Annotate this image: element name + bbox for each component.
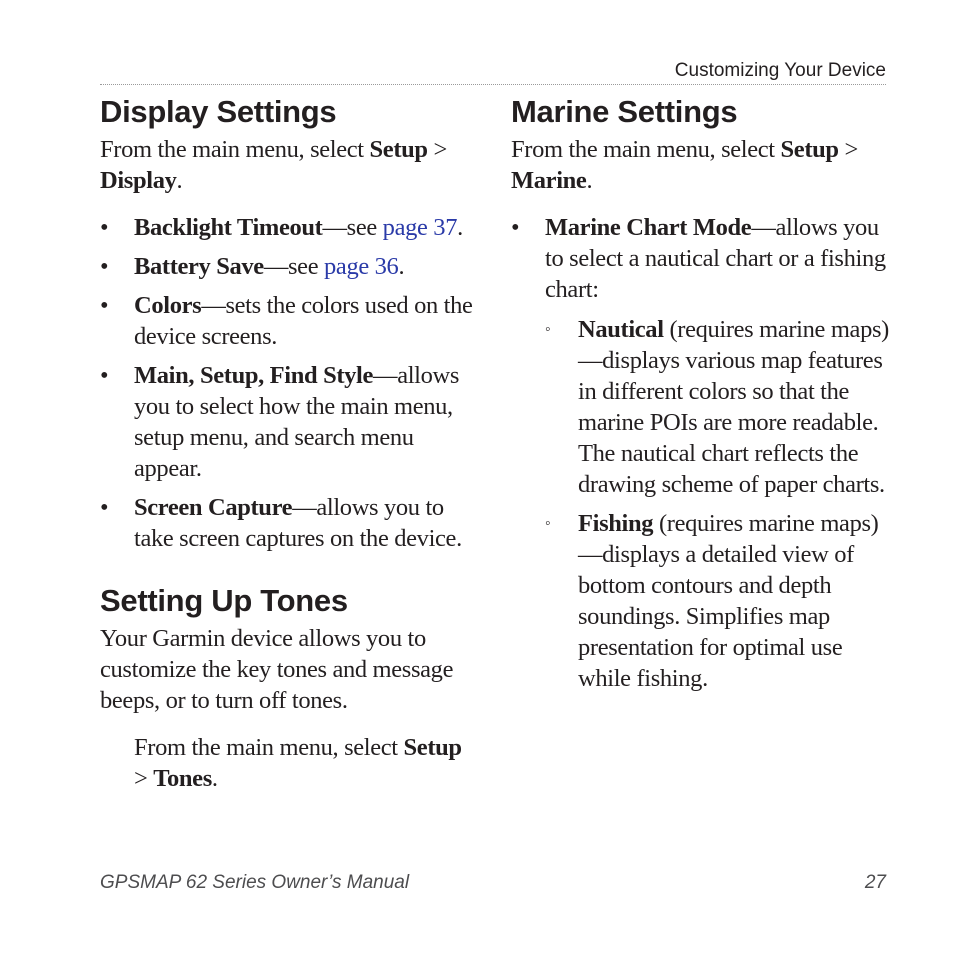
marine-settings-intro: From the main menu, select Setup > Marine.: [511, 136, 858, 194]
list-item-colors: • Colors—sets the colors used on the device screens.: [100, 290, 478, 352]
setup-menu-term: Setup: [403, 734, 462, 761]
chart-mode-options: [545, 314, 891, 694]
tones-step: From the main menu, select Setup > Tones.: [134, 734, 462, 792]
right-column: [511, 92, 891, 702]
list-item-screen-capture: • Screen Capture—allows you to take screen captures on the device.: [100, 492, 478, 554]
header-divider: [100, 84, 886, 85]
setting-up-tones-section: [100, 581, 478, 794]
sublist-item-nautical: ◦ Nautical (requires marine maps)—displays various map features in different colors so that the marine POIs are more readable. The nautical chart reflects the drawing scheme of paper charts.: [545, 314, 891, 500]
setup-menu-term: Setup: [780, 136, 839, 163]
display-menu-term: Display: [100, 167, 177, 194]
page-36-link[interactable]: page 36: [324, 253, 399, 280]
page-37-link[interactable]: page 37: [382, 214, 458, 241]
sublist-item-fishing: ◦ Fishing (requires marine maps)—displays a detailed view of bottom contours and depth soundings. Simplifies map presentation for optimal use while fishing.: [545, 508, 891, 694]
list-item-backlight-timeout: • Backlight Timeout—see page 37.: [100, 212, 478, 243]
footer-page-number: 27: [864, 872, 886, 893]
list-item-main-setup-find-style: • Main, Setup, Find Style—allows you to select how the main menu, setup menu, and search menu appear.: [100, 360, 478, 484]
tones-body: Your Garmin device allows you to customize the key tones and message beeps, or to turn off tones.: [100, 625, 454, 714]
list-item-marine-chart-mode: • Marine Chart Mode—allows you to select a nautical chart or a fishing chart: ◦ Nautical (requires marine maps)—displays various map features in different colors so that the marine POIs are more readable. The nautical chart reflects the drawing scheme of paper charts. ◦ Fishing (requires marine maps)—displays a detailed view of bottom contours and depth soundings. Simplifies map presentation for optimal use while fishing.: [511, 212, 891, 694]
list-item-battery-save: • Battery Save—see page 36.: [100, 251, 478, 282]
display-settings-intro: From the main menu, select Setup > Display.: [100, 136, 447, 194]
marine-settings-heading: Marine Settings: [511, 94, 738, 129]
display-settings-heading: Display Settings: [100, 94, 337, 129]
marine-settings-list: [511, 212, 891, 694]
setting-up-tones-heading: Setting Up Tones: [100, 583, 348, 618]
display-settings-list: [100, 212, 478, 554]
footer-manual-title: GPSMAP 62 Series Owner’s Manual: [100, 872, 410, 893]
tones-menu-term: Tones: [153, 765, 212, 792]
setup-menu-term: Setup: [369, 136, 428, 163]
running-header: Customizing Your Device: [674, 60, 886, 81]
left-column: [100, 92, 478, 794]
marine-menu-term: Marine: [511, 167, 587, 194]
